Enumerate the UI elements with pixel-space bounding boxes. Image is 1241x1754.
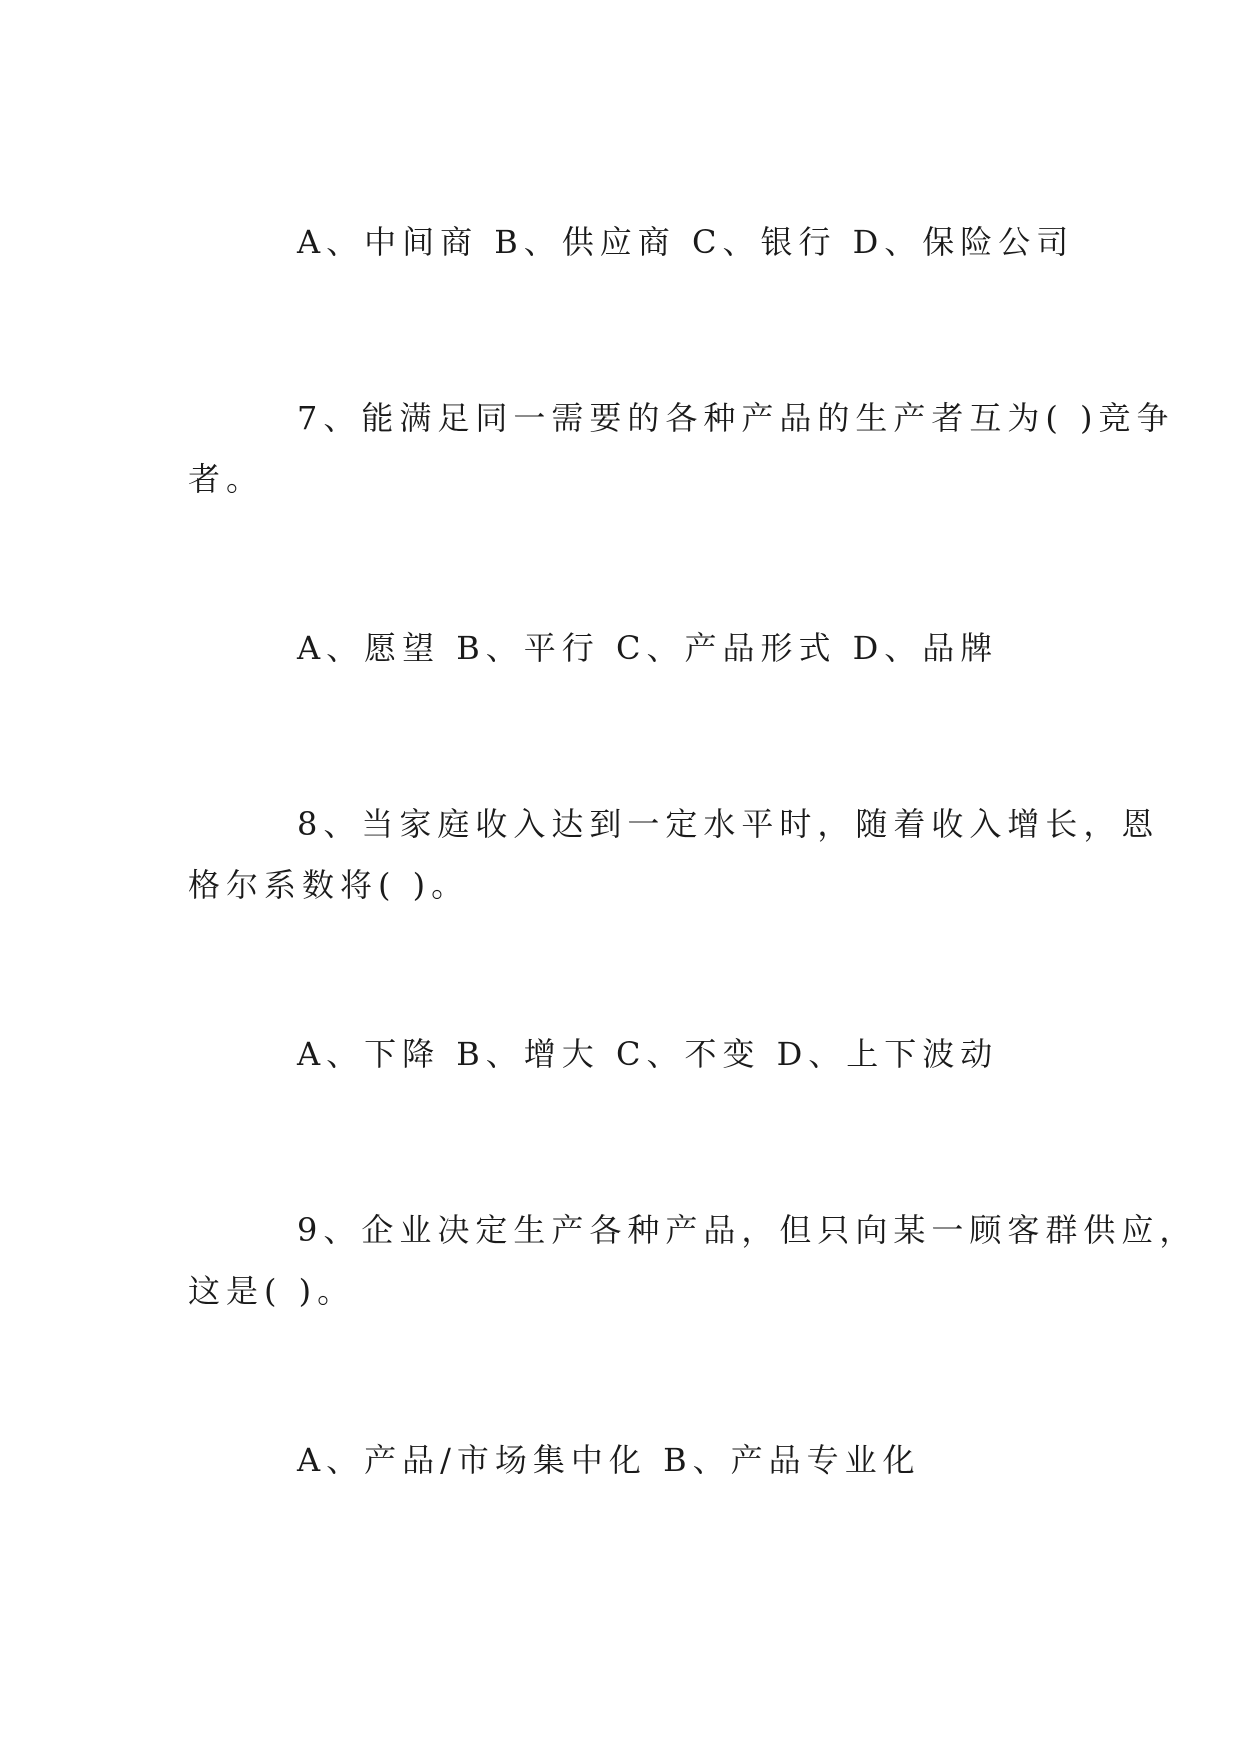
question-8-line-2: 格尔系数将( )。 [188, 866, 470, 904]
options-q8: A、下降 B、增大 C、不变 D、上下波动 [297, 1035, 999, 1073]
options-q6: A、中间商 B、供应商 C、银行 D、保险公司 [297, 223, 1075, 261]
question-7-line-1: 7、能满足同一需要的各种产品的生产者互为( )竞争 [297, 399, 1175, 437]
question-8-line-1: 8、当家庭收入达到一定水平时，随着收入增长，恩 [297, 805, 1160, 843]
question-9-line-1: 9、企业决定生产各种产品，但只向某一顾客群供应， [297, 1211, 1198, 1249]
question-7-line-2: 者。 [188, 460, 265, 498]
options-q9: A、产品/市场集中化 B、产品专业化 [297, 1441, 921, 1479]
question-9-line-2: 这是( )。 [188, 1272, 356, 1310]
options-q7: A、愿望 B、平行 C、产品形式 D、品牌 [297, 629, 999, 667]
